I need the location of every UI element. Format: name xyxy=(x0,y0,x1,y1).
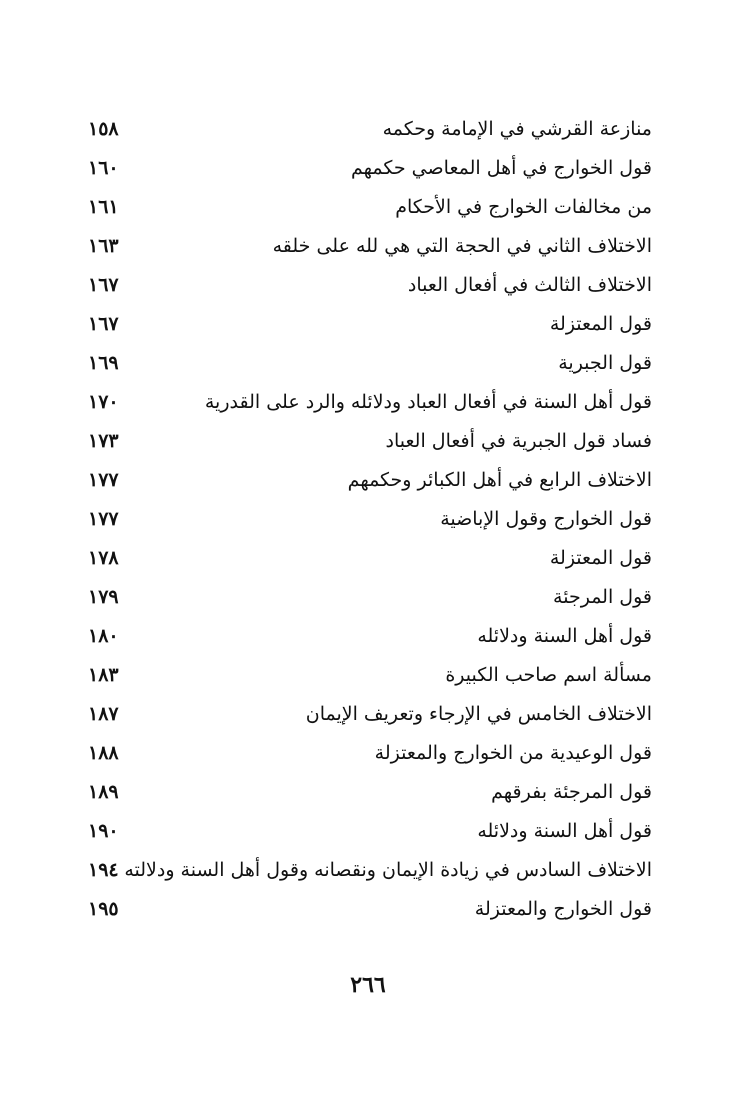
toc-entry-title: قول أهل السنة في أفعال العباد ودلائله والرد على القدرية xyxy=(204,391,652,413)
toc-entry-page-number: ١٧٧ xyxy=(88,508,119,530)
toc-entry-title: قول أهل السنة ودلائله xyxy=(477,820,652,842)
toc-entry-title: الاختلاف الثاني في الحجة التي هي لله على خلقه xyxy=(272,235,652,257)
toc-entry-page-number: ١٦٧ xyxy=(88,313,119,335)
toc-entry xyxy=(88,110,652,149)
toc-entry-title: الاختلاف السادس في زيادة الإيمان ونقصانه وقول أهل السنة ودلالته xyxy=(124,859,652,881)
toc-entry-title: قول الجبرية xyxy=(558,352,652,374)
toc-entry xyxy=(88,890,652,929)
toc-entry-page-number: ١٧٠ xyxy=(88,391,119,413)
toc-entry-page-number: ١٦٠ xyxy=(88,157,119,179)
table-of-contents xyxy=(88,110,652,929)
toc-entry-page-number: ١٦٣ xyxy=(88,235,119,257)
toc-entry-title: قول المرجئة xyxy=(553,586,652,608)
toc-entry-page-number: ١٨٠ xyxy=(88,625,119,647)
toc-entry-title: قول الخوارج وقول الإباضية xyxy=(440,508,652,530)
toc-entry-page-number: ١٩٠ xyxy=(88,820,119,842)
toc-entry-page-number: ١٦١ xyxy=(88,196,119,218)
toc-entry xyxy=(88,461,652,500)
toc-entry xyxy=(88,773,652,812)
toc-entry-title: فساد قول الجبرية في أفعال العباد xyxy=(385,430,652,452)
toc-entry-page-number: ١٩٤ xyxy=(88,859,119,881)
toc-entry xyxy=(88,851,652,890)
toc-entry-title: قول المعتزلة xyxy=(549,547,652,569)
toc-entry-page-number: ١٨٣ xyxy=(88,664,119,686)
toc-entry xyxy=(88,812,652,851)
page-number: ٢٦٦ xyxy=(350,972,386,998)
toc-entry-title: قول أهل السنة ودلائله xyxy=(477,625,652,647)
toc-entry-page-number: ١٨٨ xyxy=(88,742,119,764)
toc-entry xyxy=(88,344,652,383)
toc-entry-page-number: ١٨٩ xyxy=(88,781,119,803)
toc-entry-page-number: ١٧٧ xyxy=(88,469,119,491)
toc-entry xyxy=(88,500,652,539)
toc-entry-title: الاختلاف الثالث في أفعال العباد xyxy=(407,274,652,296)
toc-entry-title: من مخالفات الخوارج في الأحكام xyxy=(395,196,652,218)
toc-entry-page-number: ١٦٧ xyxy=(88,274,119,296)
toc-entry xyxy=(88,734,652,773)
toc-entry xyxy=(88,617,652,656)
toc-entry xyxy=(88,695,652,734)
toc-entry-page-number: ١٦٩ xyxy=(88,352,119,374)
toc-entry-title: مسألة اسم صاحب الكبيرة xyxy=(445,664,652,686)
toc-entry-title: الاختلاف الخامس في الإرجاء وتعريف الإيمان xyxy=(305,703,652,725)
toc-entry xyxy=(88,578,652,617)
toc-entry-page-number: ١٩٥ xyxy=(88,898,119,920)
toc-entry xyxy=(88,656,652,695)
toc-entry xyxy=(88,305,652,344)
toc-entry xyxy=(88,188,652,227)
toc-entry-page-number: ١٧٨ xyxy=(88,547,119,569)
toc-entry-title: قول الوعيدية من الخوارج والمعتزلة xyxy=(374,742,652,764)
toc-entry-page-number: ١٧٣ xyxy=(88,430,119,452)
toc-entry-title: قول المرجئة بفرقهم xyxy=(491,781,652,803)
toc-entry-title: قول الخوارج والمعتزلة xyxy=(474,898,652,920)
toc-entry xyxy=(88,422,652,461)
toc-entry xyxy=(88,149,652,188)
toc-entry xyxy=(88,539,652,578)
toc-entry-title: قول الخوارج في أهل المعاصي حكمهم xyxy=(351,157,652,179)
toc-entry-title: منازعة القرشي في الإمامة وحكمه xyxy=(382,118,652,140)
toc-entry-title: الاختلاف الرابع في أهل الكبائر وحكمهم xyxy=(347,469,652,491)
toc-entry xyxy=(88,266,652,305)
toc-entry xyxy=(88,383,652,422)
toc-entry-page-number: ١٥٨ xyxy=(88,118,119,140)
toc-entry-page-number: ١٧٩ xyxy=(88,586,119,608)
toc-entry-page-number: ١٨٧ xyxy=(88,703,119,725)
toc-entry-title: قول المعتزلة xyxy=(549,313,652,335)
toc-entry xyxy=(88,227,652,266)
